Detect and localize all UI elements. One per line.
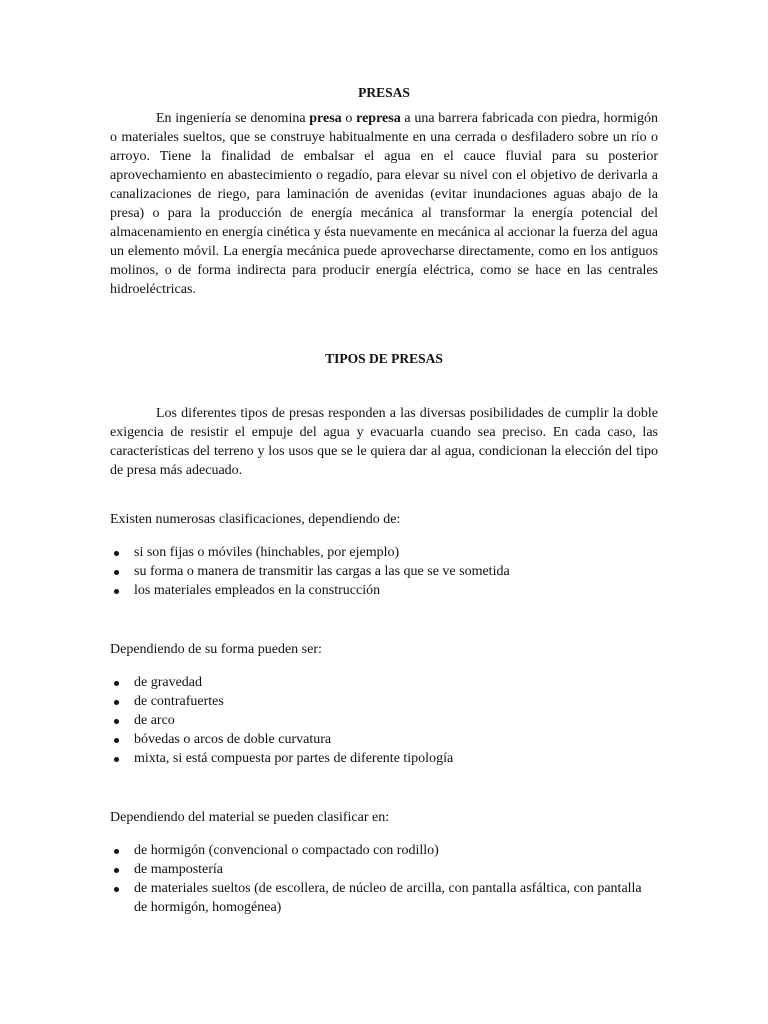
list-item-text: de mampostería	[134, 862, 224, 877]
list-item-text: su forma o manera de transmitir las cargas a las que se ve sometida	[134, 564, 510, 579]
list-item	[110, 581, 658, 600]
classifications-intro: Existen numerosas clasificaciones, dependiendo de:	[110, 512, 401, 527]
bullet-icon	[114, 757, 119, 762]
list-item	[110, 860, 658, 879]
list-item-text: bóvedas o arcos de doble curvatura	[134, 732, 332, 747]
bullet-icon	[114, 570, 119, 575]
bullet-icon	[114, 719, 119, 724]
list-item-text: de contrafuertes	[134, 694, 224, 709]
bullet-icon	[114, 681, 119, 686]
list-item-text: de arco	[134, 713, 175, 728]
list-item-text: si son fijas o móviles (hinchables, por ejemplo)	[134, 545, 400, 560]
bullet-icon	[114, 738, 119, 743]
material-intro: Dependiendo del material se pueden clasificar en:	[110, 810, 390, 825]
list-item	[110, 711, 658, 730]
bullet-icon	[114, 589, 119, 594]
document-title: PRESAS	[358, 85, 410, 100]
bullet-icon	[114, 551, 119, 556]
intro-text-1: En ingeniería se denomina	[156, 111, 310, 126]
intro-text-2: o	[341, 111, 357, 126]
list-item	[110, 673, 658, 692]
list-item	[110, 543, 658, 562]
list-item-text: mixta, si está compuesta por partes de diferente tipología	[134, 751, 454, 766]
list-item	[110, 879, 658, 917]
list-item-text: de materiales sueltos (de escollera, de núcleo de arcilla, con pantalla asfáltica, con pantalla de hormigón, homogénea)	[134, 881, 642, 915]
types-paragraph: Los diferentes tipos de presas responden a las diversas posibilidades de cumplir la doble exigencia de resistir el empuje del agua y evacuarla cuando sea preciso. En cada caso, las características del terreno y los usos que se le quiera dar al agua, condicionan la elección del tipo de presa más adecuado.	[110, 406, 658, 478]
shapes-list	[110, 673, 658, 768]
section-title: TIPOS DE PRESAS	[325, 351, 443, 366]
bullet-icon	[114, 700, 119, 705]
shape-intro: Dependiendo de su forma pueden ser:	[110, 642, 322, 657]
bullet-icon	[114, 849, 119, 854]
list-item	[110, 692, 658, 711]
list-item-text: de hormigón (convencional o compactado con rodillo)	[134, 843, 439, 858]
term-represa: represa	[356, 111, 401, 126]
list-item-text: de gravedad	[134, 675, 203, 690]
list-item	[110, 749, 658, 768]
list-item	[110, 562, 658, 581]
list-item	[110, 841, 658, 860]
list-item	[110, 730, 658, 749]
materials-list	[110, 841, 658, 917]
bullet-icon	[114, 868, 119, 873]
classifications-list	[110, 543, 658, 600]
intro-paragraph	[110, 109, 658, 299]
intro-text-3: a una barrera fabricada con piedra, hormigón o materiales sueltos, que se construye habitualmente en una cerrada o desfiladero sobre un río o arroyo. Tiene la finalidad de embalsar el agua en el cauce fluvial para su posterior aprovechamiento en abastecimiento o regadío, para elevar su nivel con el objetivo de derivarla a canalizaciones de riego, para laminación de avenidas (evitar inundaciones aguas abajo de la presa) o para la producción de energía mecánica al transformar la energía potencial del almacenamiento en energía cinética y ésta nuevamente en mecánica al accionar la fuerza del agua un elemento móvil. La energía mecánica puede aprovecharse directamente, como en los antiguos molinos, o de forma indirecta para producir energía eléctrica, como se hace en las centrales hidroeléctricas.	[110, 111, 658, 297]
term-presa: presa	[309, 111, 342, 126]
list-item-text: los materiales empleados en la construcción	[134, 583, 381, 598]
bullet-icon	[114, 887, 119, 892]
